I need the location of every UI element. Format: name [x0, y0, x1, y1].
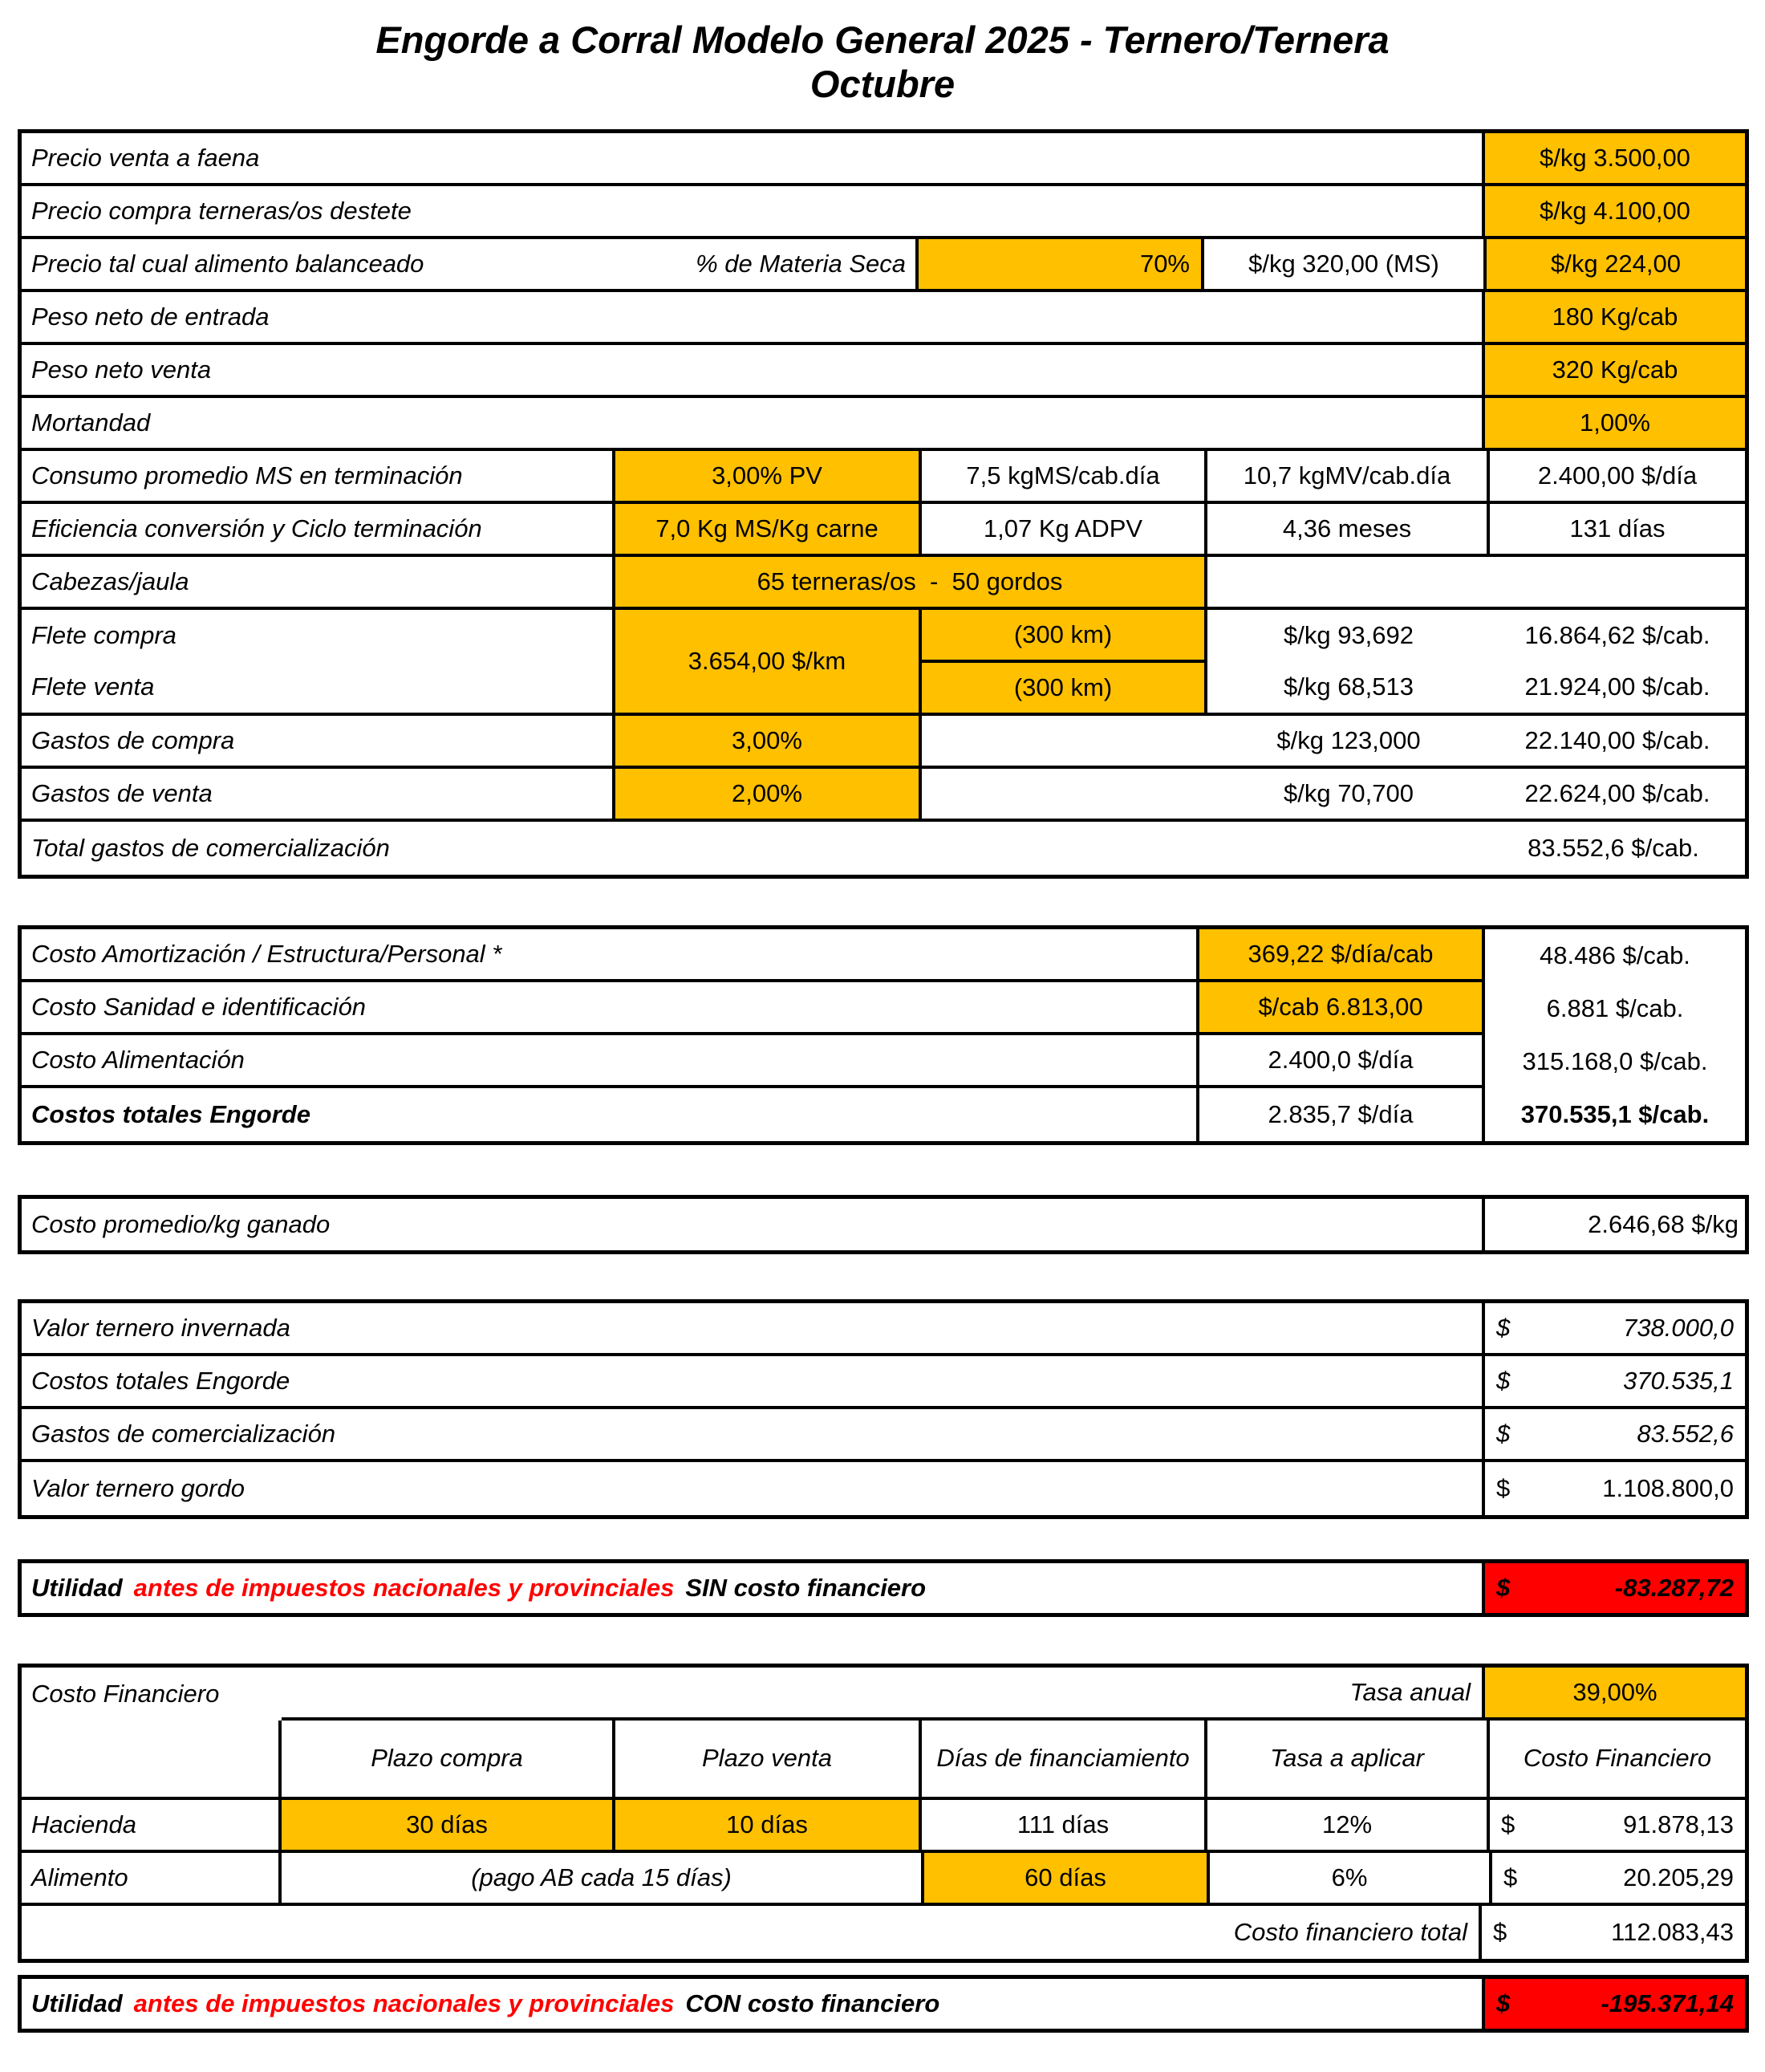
- costo-financiero-table: [18, 1664, 1749, 1963]
- currency-symbol: $: [1493, 1917, 1507, 1946]
- currency-symbol: $: [1496, 1419, 1511, 1448]
- row-label: Costo promedio/kg ganado: [31, 1209, 331, 1238]
- row-label: Precio tal cual alimento balanceado: [31, 249, 424, 278]
- amount: 91.878,13: [1623, 1810, 1734, 1838]
- currency-symbol: $: [1496, 1573, 1511, 1602]
- utilidad-sin-table: [18, 1559, 1749, 1617]
- label-suffix: SIN costo financiero: [685, 1573, 927, 1602]
- tasa-anual-input[interactable]: 39,00%: [1482, 1668, 1745, 1721]
- row-label: Peso neto venta: [31, 355, 212, 384]
- column-header: Plazo venta: [615, 1721, 922, 1797]
- amount: 20.205,29: [1623, 1863, 1734, 1891]
- empty-header-cell: [22, 1721, 282, 1797]
- value-cell: [1482, 1303, 1745, 1353]
- currency-symbol: $: [1496, 1989, 1511, 2017]
- currency-symbol: $: [1496, 1366, 1511, 1395]
- label-prefix: Utilidad: [31, 1573, 123, 1602]
- row-label: Costos totales Engorde: [31, 1366, 290, 1395]
- table-row: [22, 1035, 1482, 1088]
- value-cell: $/kg 320,00 (MS): [1204, 239, 1487, 289]
- currency-symbol: $: [1496, 1473, 1511, 1502]
- table-row: [22, 1199, 1745, 1250]
- value-cell: 21.924,00 $/cab.: [1524, 672, 1710, 701]
- value-cell: 111 días: [922, 1800, 1207, 1850]
- amount: -195.371,14: [1601, 1989, 1734, 2017]
- total-value-cell: 370.535,1 $/cab.: [1520, 1099, 1710, 1128]
- row-label: Costo Alimentación: [22, 1035, 1199, 1085]
- value-cell: 6%: [1210, 1853, 1492, 1903]
- amount: 738.000,0: [1623, 1313, 1734, 1342]
- table-row: [22, 133, 1745, 186]
- utilidad-sin-label: [22, 1563, 1482, 1613]
- column-header: Tasa a aplicar: [1207, 1721, 1490, 1797]
- currency-symbol: $: [1503, 1863, 1518, 1891]
- value-cell: 16.864,62 $/cab.: [1524, 620, 1710, 649]
- table-row: [22, 982, 1482, 1035]
- value-cell: $/kg 70,700: [1283, 778, 1414, 807]
- value-cell: $/kg 68,513: [1283, 672, 1414, 701]
- table-row: [22, 822, 1745, 875]
- row-label: Flete venta: [31, 672, 155, 701]
- amount: 1.108.800,0: [1602, 1473, 1734, 1502]
- costos-value-column: [1482, 929, 1745, 1141]
- row-label: Consumo promedio MS en terminación: [22, 451, 615, 501]
- flete-compound-row: [22, 610, 1745, 716]
- amount: -83.287,72: [1614, 1573, 1734, 1602]
- empty-cell: [1207, 557, 1745, 607]
- input-cell[interactable]: 70%: [919, 239, 1204, 289]
- table-row: [22, 1356, 1745, 1409]
- total-label: Costo financiero total: [22, 1906, 1482, 1959]
- utilidad-sin-value: [1482, 1563, 1745, 1613]
- value-cell: 131 días: [1569, 514, 1666, 542]
- resultado-table: [18, 1299, 1749, 1519]
- page-title-line2: Octubre: [809, 63, 956, 106]
- row-label: Flete compra: [31, 620, 176, 649]
- input-cell[interactable]: 320 Kg/cab: [1482, 345, 1745, 395]
- input-cell[interactable]: 30 días: [282, 1800, 615, 1850]
- label-highlight: antes de impuestos nacionales y provinciales: [133, 1573, 675, 1602]
- table-row: [22, 345, 1745, 398]
- input-cell[interactable]: 65 terneras/os - 50 gordos: [615, 557, 1207, 607]
- page-title-line1: Engorde a Corral Modelo General 2025 - Ternero/Ternera: [375, 18, 1390, 61]
- header-row: [22, 1721, 1745, 1800]
- input-cell[interactable]: 3.654,00 $/km: [615, 610, 922, 713]
- value-cell: 4,36 meses: [1207, 504, 1490, 554]
- table-row: [22, 451, 1745, 504]
- value-cell: [1490, 1800, 1745, 1850]
- table-row: [22, 504, 1745, 557]
- table-row: [22, 1563, 1745, 1613]
- table-row: [22, 1409, 1745, 1462]
- value-cell: 22.624,00 $/cab.: [1524, 778, 1710, 807]
- value-cell: 7,5 kgMS/cab.día: [922, 451, 1207, 501]
- label-highlight: antes de impuestos nacionales y provinciales: [133, 1989, 675, 2017]
- hacienda-row: [22, 1800, 1745, 1853]
- total-value-cell: [1482, 1906, 1745, 1959]
- value-cell: [1482, 1356, 1745, 1406]
- row-label: Gastos de compra: [22, 716, 615, 766]
- input-cell[interactable]: $/kg 3.500,00: [1482, 133, 1745, 183]
- tasa-anual-label: Tasa anual: [282, 1668, 1482, 1721]
- total-value-cell: 83.552,6 $/cab.: [1528, 833, 1699, 862]
- value-cell: 2.400,0 $/día: [1268, 1045, 1414, 1074]
- value-cell: 12%: [1207, 1800, 1490, 1850]
- value-cell: 2.400,00 $/día: [1537, 461, 1698, 490]
- alimento-row: [22, 1853, 1745, 1906]
- table-row: [22, 292, 1745, 345]
- label-suffix: CON costo financiero: [685, 1989, 940, 2017]
- table-row: [22, 769, 1745, 822]
- label-prefix: Utilidad: [31, 1989, 123, 2017]
- value-cell: [1482, 1409, 1745, 1459]
- table-row: [22, 1462, 1745, 1515]
- row-label: Eficiencia conversión y Ciclo terminación: [22, 504, 615, 554]
- row-label: Alimento: [22, 1853, 282, 1903]
- table-row: [22, 1979, 1745, 2029]
- row-label: Gastos de comercialización: [31, 1419, 336, 1448]
- utilidad-con-table: [18, 1975, 1749, 2033]
- currency-symbol: $: [1501, 1810, 1515, 1838]
- row-label: Precio venta a faena: [31, 143, 260, 172]
- table-row: [22, 398, 1745, 451]
- value-cell: 10,7 kgMV/cab.día: [1207, 451, 1490, 501]
- currency-symbol: $: [1496, 1313, 1511, 1342]
- costos-table: [18, 925, 1749, 1145]
- column-header: Plazo compra: [282, 1721, 615, 1797]
- value-cell: 315.168,0 $/cab.: [1522, 1046, 1708, 1075]
- table-row: [22, 239, 1745, 292]
- tasa-anual-row: [22, 1668, 1745, 1721]
- table-row: [22, 716, 1745, 769]
- input-cell[interactable]: $/kg 4.100,00: [1482, 186, 1745, 236]
- row-label: Total gastos de comercialización: [31, 833, 390, 862]
- total-financiero-row: [22, 1906, 1745, 1959]
- table-row: [22, 929, 1482, 982]
- value-cell: 2.646,68 $/kg: [1482, 1199, 1745, 1250]
- value-cell: [1492, 1853, 1745, 1903]
- input-cell[interactable]: $/cab 6.813,00: [1199, 982, 1482, 1032]
- value-cell: 1,07 Kg ADPV: [922, 504, 1207, 554]
- pago-note: (pago AB cada 15 días): [282, 1853, 924, 1903]
- row-label: Valor ternero invernada: [31, 1313, 290, 1342]
- column-header: Días de financiamiento: [922, 1721, 1207, 1797]
- utilidad-con-value: [1482, 1979, 1745, 2029]
- row-label: Mortandad: [31, 408, 151, 437]
- row-label: Cabezas/jaula: [22, 557, 615, 607]
- value-cell: 6.881 $/cab.: [1546, 993, 1684, 1022]
- input-cell[interactable]: 3,00%: [615, 716, 922, 766]
- column-header: Costo Financiero: [1523, 1744, 1712, 1773]
- input-cell[interactable]: 10 días: [615, 1800, 922, 1850]
- row-label: Gastos de venta: [22, 769, 615, 819]
- table-row: [22, 1088, 1482, 1141]
- row-label: Valor ternero gordo: [31, 1473, 245, 1502]
- value-cell: 48.486 $/cab.: [1540, 941, 1690, 969]
- input-cell[interactable]: 369,22 $/día/cab: [1199, 929, 1482, 979]
- table-row: [22, 186, 1745, 239]
- input-cell[interactable]: 7,0 Kg MS/Kg carne: [615, 504, 922, 554]
- input-cell[interactable]: $/kg 224,00: [1487, 239, 1745, 289]
- utilidad-con-label: [22, 1979, 1482, 2029]
- table-row: [22, 1303, 1745, 1356]
- amount: 83.552,6: [1637, 1419, 1734, 1448]
- value-cell: [1482, 1462, 1745, 1515]
- row-label: Precio compra terneras/os destete: [31, 196, 412, 225]
- section-label: Costo Financiero: [31, 1679, 220, 1708]
- row-label: Hacienda: [22, 1800, 282, 1850]
- row-label: Costo Sanidad e identificación: [22, 982, 1199, 1032]
- costo-promedio-table: [18, 1195, 1749, 1254]
- table-row: [22, 557, 1745, 610]
- value-cell: $/kg 93,692: [1283, 620, 1414, 649]
- input-cell[interactable]: 2,00%: [615, 769, 922, 819]
- amount: 112.083,43: [1611, 1917, 1734, 1946]
- input-cell[interactable]: (300 km): [922, 663, 1204, 713]
- value-cell: 2.835,7 $/día: [1268, 1099, 1414, 1128]
- input-cell[interactable]: (300 km): [922, 610, 1204, 663]
- value-cell: $/kg 123,000: [1276, 725, 1421, 754]
- page-title: [0, 18, 1765, 107]
- row-label: Peso neto de entrada: [31, 302, 270, 331]
- input-cell[interactable]: 180 Kg/cab: [1482, 292, 1745, 342]
- row-label: Costos totales Engorde: [22, 1088, 1199, 1141]
- input-cell[interactable]: 3,00% PV: [615, 451, 922, 501]
- row-sublabel: % de Materia Seca: [696, 249, 906, 278]
- input-cell[interactable]: 60 días: [924, 1853, 1210, 1903]
- amount: 370.535,1: [1623, 1366, 1734, 1395]
- main-parameters-table: [18, 129, 1749, 879]
- value-cell: 22.140,00 $/cab.: [1524, 725, 1710, 754]
- row-label: Costo Amortización / Estructura/Personal *: [22, 929, 1199, 979]
- input-cell[interactable]: 1,00%: [1482, 398, 1745, 448]
